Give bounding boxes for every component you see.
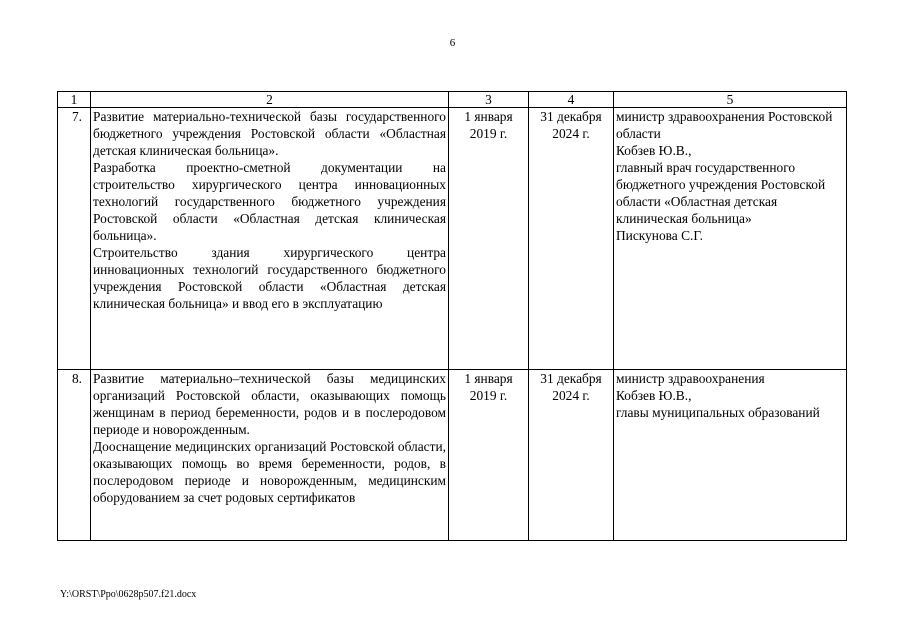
responsible-line: Кобзев Ю.В., — [616, 143, 692, 158]
page-number: 6 — [449, 37, 456, 49]
activities-table — [57, 91, 847, 541]
responsible-line: главы муниципальных образований — [616, 405, 820, 420]
column-header-2: 2 — [91, 92, 449, 108]
column-header-3: 3 — [449, 92, 529, 108]
responsible-persons — [614, 370, 847, 541]
responsible-line: министр здравоохранения — [616, 371, 765, 386]
table-header-row — [58, 92, 847, 108]
start-date: 1 января 2019 г. — [449, 108, 529, 370]
description-paragraph: Строительство здания хирургического центра инновационных технологий государственного бюджетного учреждения Ростовской области «Областная детская клиническая больница» и ввод его в эксплуатацию — [93, 245, 446, 311]
column-header-5: 5 — [614, 92, 847, 108]
responsible-line: Пискунова С.Г. — [616, 228, 703, 243]
row-number: 7. — [58, 108, 91, 370]
table-row — [58, 370, 847, 541]
description-paragraph: Разработка проектно-сметной документации на строительство хирургического центра инновационных технологий государственного бюджетного учреждения Ростовской области «Областная детская клиническая больница». — [93, 160, 446, 243]
activity-description — [91, 370, 449, 541]
activity-description — [91, 108, 449, 370]
row-number: 8. — [58, 370, 91, 541]
description-paragraph: Развитие материально–технической базы медицинских организаций Ростовской области, оказывающих помощь женщинам в период беременности, родов и в послеродовом периоде и новорожденным. — [93, 371, 446, 437]
responsible-line: Кобзев Ю.В., — [616, 388, 692, 403]
description-paragraph: Развитие материально-технической базы государственного бюджетного учреждения Ростовской области «Областная детская клиническая больница». — [93, 109, 446, 158]
end-date: 31 декабря 2024 г. — [529, 370, 614, 541]
table-row — [58, 108, 847, 370]
responsible-persons — [614, 108, 847, 370]
column-header-4: 4 — [529, 92, 614, 108]
responsible-line: министр здравоохранения Ростовской области — [616, 109, 833, 141]
document-file-path: Y:\ORST\Ppo\0628p507.f21.docx — [60, 589, 197, 600]
column-header-1: 1 — [58, 92, 91, 108]
description-paragraph: Дооснащение медицинских организаций Ростовской области, оказывающих помощь во время беременности, родов, в послеродовом периоде и новорожденным, медицинским оборудованием за счет родовых сертификатов — [93, 439, 446, 505]
start-date: 1 января 2019 г. — [449, 370, 529, 541]
responsible-line: главный врач государственного бюджетного учреждения Ростовской области «Областная детская клиническая больница» — [616, 160, 826, 226]
end-date: 31 декабря 2024 г. — [529, 108, 614, 370]
